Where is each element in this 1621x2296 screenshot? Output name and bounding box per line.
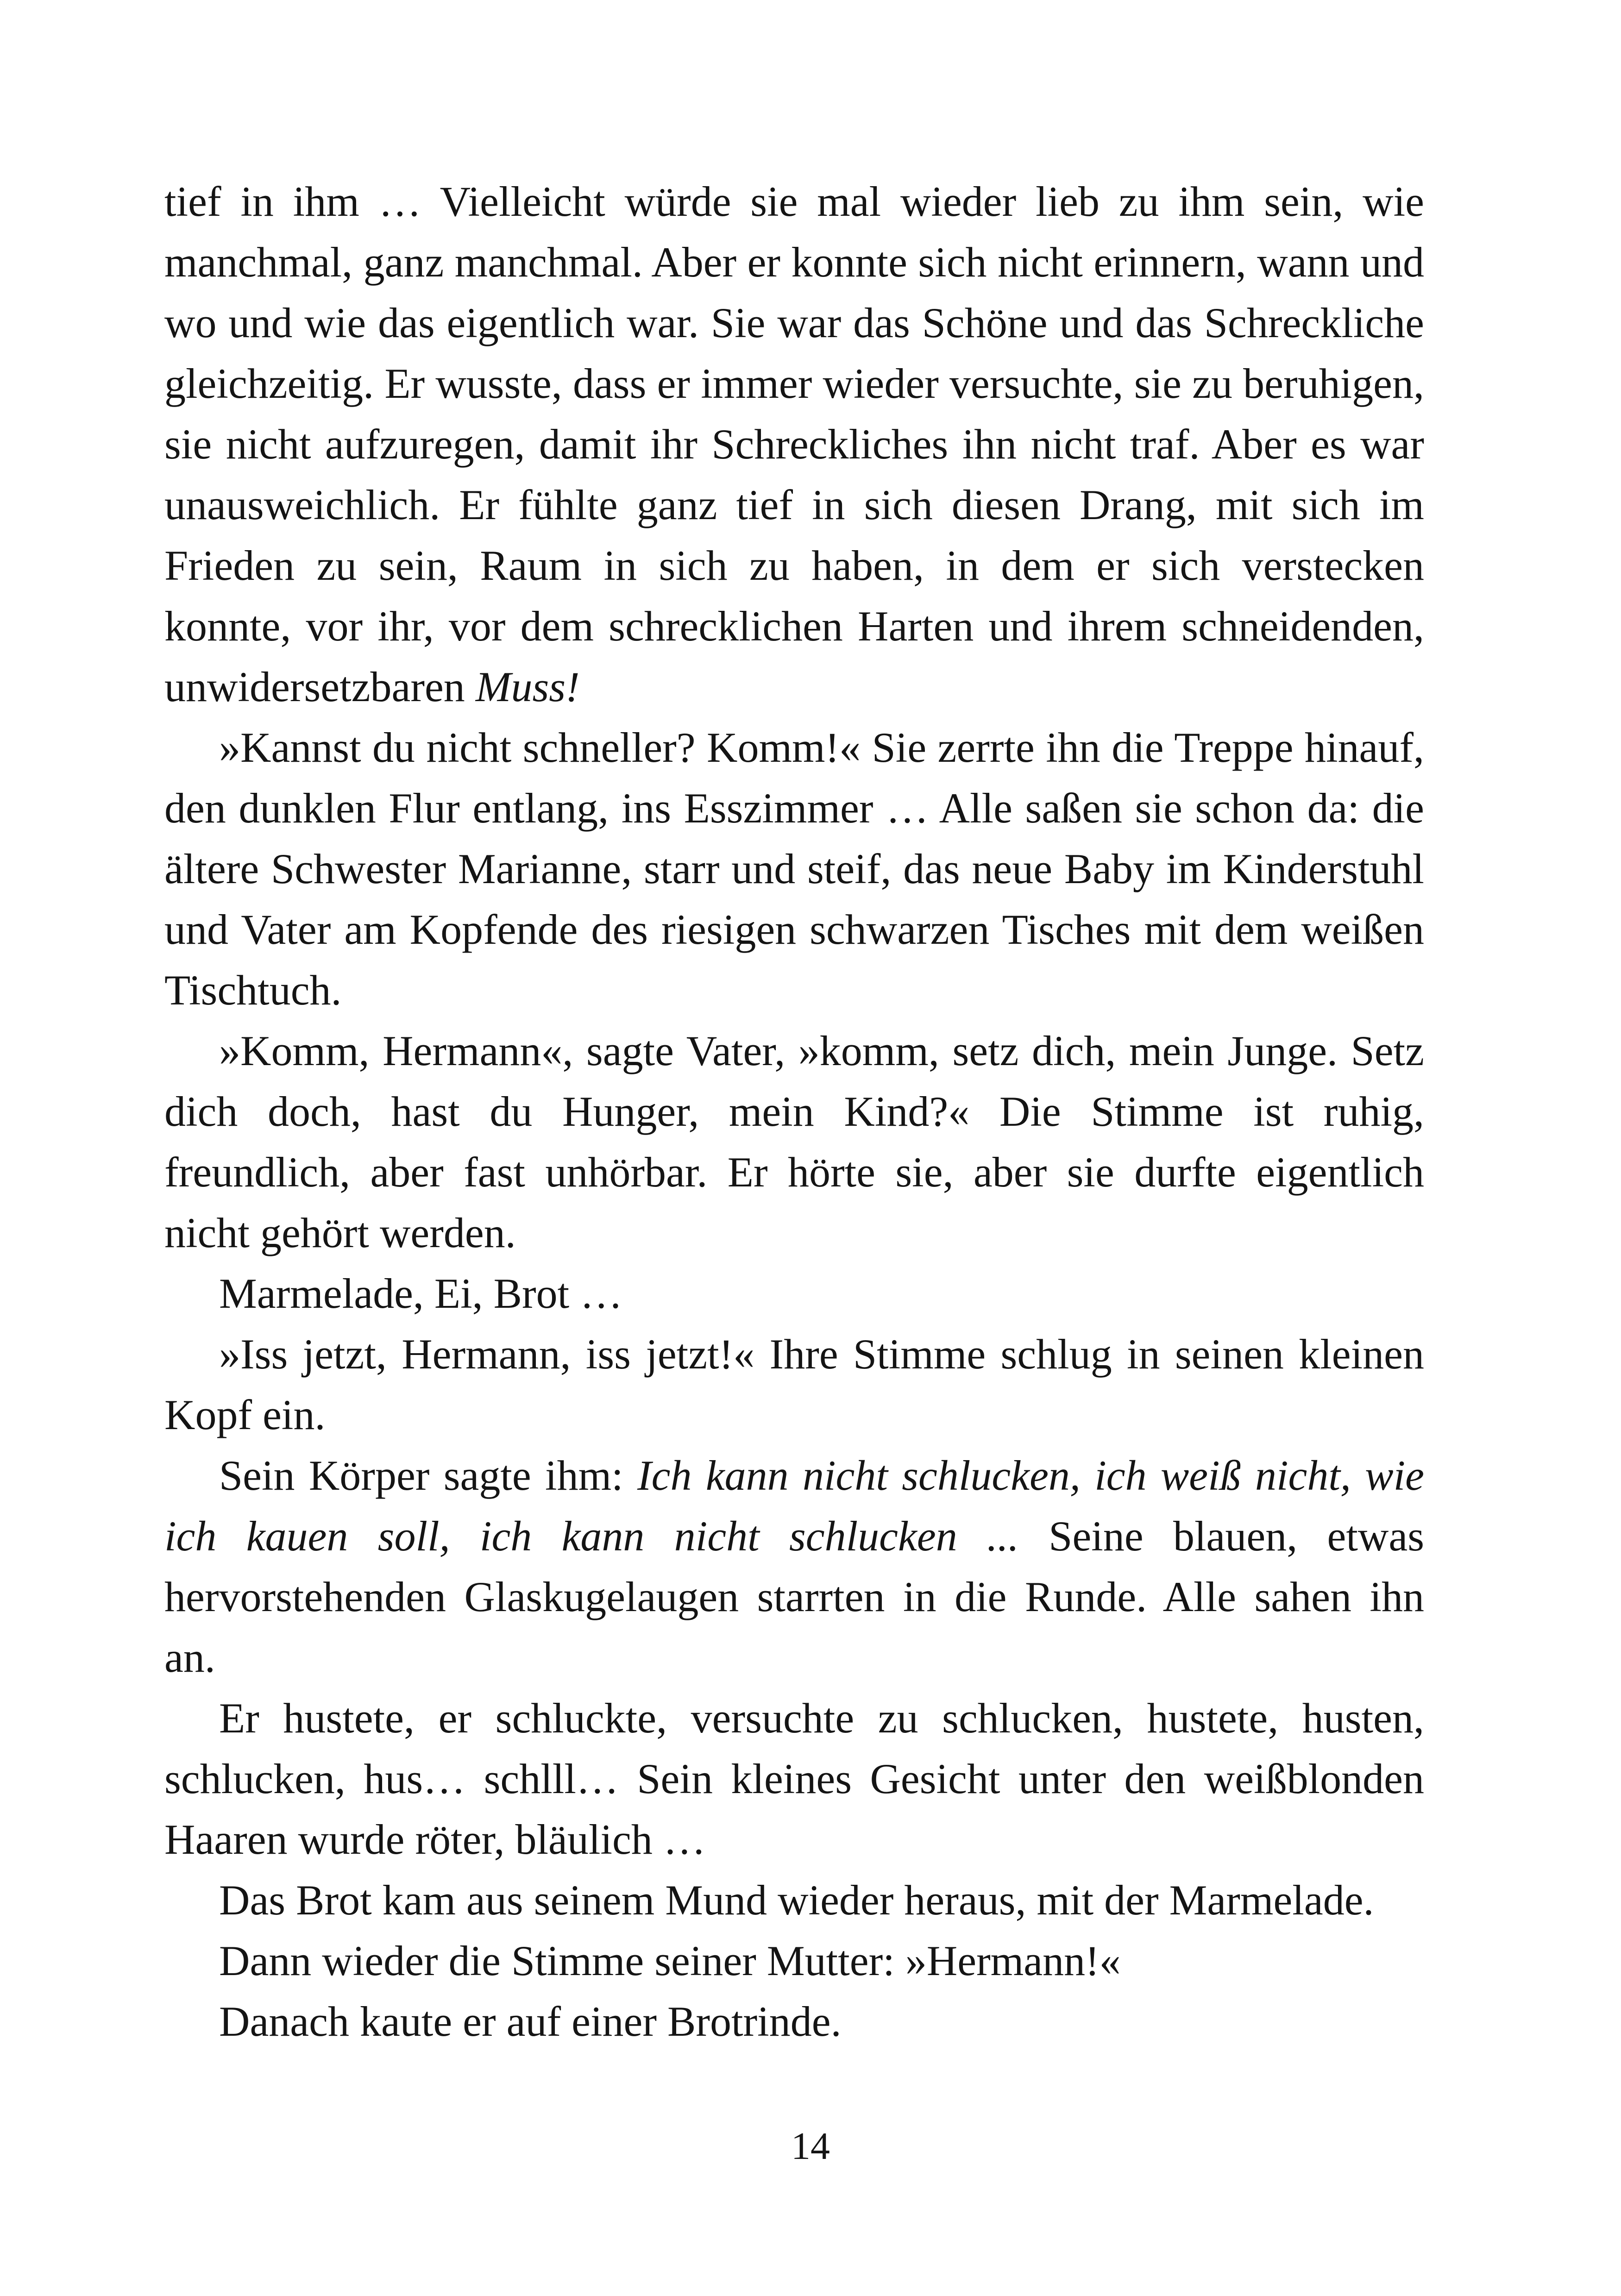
page-number: 14 <box>791 2125 830 2168</box>
paragraph-text: Marmelade, Ei, Brot … <box>219 1270 623 1317</box>
paragraph-text: »Komm, Hermann«, sagte Vater, »komm, setz dich, mein Junge. Setz dich doch, hast du Hunger, mein Kind?« Die Stimme ist ruhig, freundlich, aber fast unhörbar. Er hörte sie, aber sie durfte eigentlich nicht gehört werden. <box>164 1027 1424 1256</box>
paragraph <box>164 1263 1424 1324</box>
italic-text: Ich kann nicht schlucken, ich weiß nicht, wie ich kauen soll, ich kann nicht schlucken ... <box>164 1452 1424 1560</box>
paragraph-text: Danach kaute er auf einer Brotrinde. <box>219 1998 842 2045</box>
paragraph <box>164 1324 1424 1445</box>
paragraph <box>164 1445 1424 1688</box>
paragraph <box>164 171 1424 717</box>
paragraph-text: tief in ihm … Vielleicht würde sie mal wieder lieb zu ihm sein, wie manchmal, ganz manchmal. Aber er konnte sich nicht erinnern, wann und wo und wie das eigentlich war. Sie war das Schöne und das Schreckliche gleichzeitig. Er wusste, dass er immer wieder versuchte, sie zu beruhigen, sie nicht aufzuregen, damit ihr Schreckliches ihn nicht traf. Aber es war unausweichlich. Er fühlte ganz tief in sich diesen Drang, mit sich im Frieden zu sein, Raum in sich zu haben, in dem er sich verstecken konnte, vor ihr, vor dem schrecklichen Harten und ihrem schneidenden, unwidersetzbaren <box>164 178 1424 710</box>
paragraph <box>164 1991 1424 2052</box>
paragraph <box>164 1931 1424 1991</box>
paragraph <box>164 1688 1424 1870</box>
body-text <box>164 171 1424 2052</box>
paragraph <box>164 1021 1424 1263</box>
paragraph <box>164 1870 1424 1931</box>
paragraph-text: Er hustete, er schluckte, versuchte zu schlucken, hustete, husten, schlucken, hus… schlll… Sein kleines Gesicht unter den weißblonden Haaren wurde röter, bläulich … <box>164 1694 1424 1863</box>
paragraph-text: Sein Körper sagte ihm: <box>219 1452 638 1499</box>
paragraph-text: »Iss jetzt, Hermann, iss jetzt!« Ihre Stimme schlug in seinen kleinen Kopf ein. <box>164 1330 1424 1438</box>
paragraph-text: Dann wieder die Stimme seiner Mutter: »Hermann!« <box>219 1937 1121 1984</box>
paragraph <box>164 717 1424 1021</box>
paragraph-text: Das Brot kam aus seinem Mund wieder heraus, mit der Marmelade. <box>219 1876 1374 1924</box>
italic-text: Muss! <box>475 663 580 710</box>
paragraph-text: »Kannst du nicht schneller? Komm!« Sie zerrte ihn die Treppe hinauf, den dunklen Flur entlang, ins Esszimmer … Alle saßen sie schon da: die ältere Schwester Marianne, starr und steif, das neue Baby im Kinderstuhl und Vater am Kopfende des riesigen schwarzen Tisches mit dem weißen Tischtuch. <box>164 724 1424 1014</box>
paragraph-text: Seine blauen, etwas hervorstehenden Glaskugelaugen starrten in die Runde. Alle sahen ihn an. <box>164 1512 1425 1681</box>
